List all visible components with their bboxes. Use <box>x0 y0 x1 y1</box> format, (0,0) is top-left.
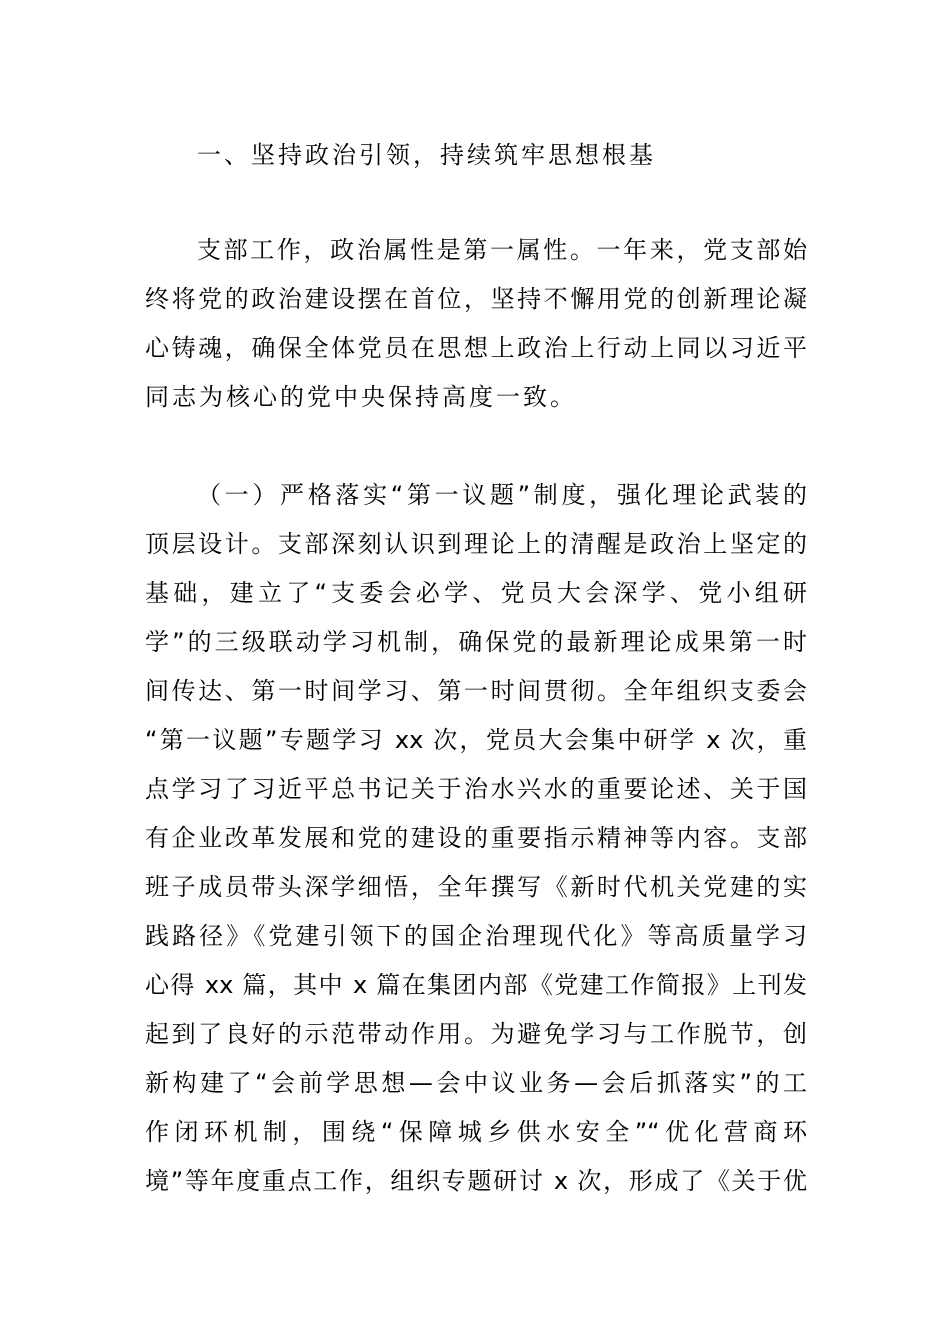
paragraph-2-line-6: “第一议题”专题学习 xx 次，党员大会集中研学 x 次，重 <box>145 726 807 754</box>
paragraph-2-line-15: 境”等年度重点工作，组织专题研讨 x 次，形成了《关于优 <box>145 1167 807 1195</box>
paragraph-1-line-2: 终将党的政治建设摆在首位，坚持不懈用党的创新理论凝 <box>145 285 807 313</box>
paragraph-2-line-1: （一）严格落实“第一议题”制度，强化理论武装的 <box>197 481 807 509</box>
paragraph-1-line-1: 支部工作，政治属性是第一属性。一年来，党支部始 <box>197 236 807 264</box>
paragraph-2-line-13: 新构建了“会前学思想—会中议业务—会后抓落实”的工 <box>145 1069 807 1097</box>
paragraph-2-line-9: 班子成员带头深学细悟，全年撰写《新时代机关党建的实 <box>145 873 807 901</box>
paragraph-2-line-5: 间传达、第一时间学习、第一时间贯彻。全年组织支委会 <box>145 677 807 705</box>
paragraph-2-line-4: 学”的三级联动学习机制，确保党的最新理论成果第一时 <box>145 628 807 656</box>
paragraph-2-line-12: 起到了良好的示范带动作用。为避免学习与工作脱节，创 <box>145 1020 807 1048</box>
paragraph-2-line-3: 基础，建立了“支委会必学、党员大会深学、党小组研 <box>145 579 807 607</box>
paragraph-1-line-3: 心铸魂，确保全体党员在思想上政治上行动上同以习近平 <box>145 334 807 362</box>
paragraph-2-line-2: 顶层设计。支部深刻认识到理论上的清醒是政治上坚定的 <box>145 530 807 558</box>
section-heading: 一、坚持政治引领，持续筑牢思想根基 <box>197 141 656 169</box>
paragraph-2-line-7: 点学习了习近平总书记关于治水兴水的重要论述、关于国 <box>145 775 807 803</box>
paragraph-2-line-8: 有企业改革发展和党的建设的重要指示精神等内容。支部 <box>145 824 807 852</box>
paragraph-2-line-10: 践路径》《党建引领下的国企治理现代化》等高质量学习 <box>145 922 807 950</box>
paragraph-1-line-4: 同志为核心的党中央保持高度一致。 <box>145 383 577 411</box>
paragraph-2-line-14: 作闭环机制，围绕“保障城乡供水安全”“优化营商环 <box>145 1118 807 1146</box>
paragraph-2-line-11: 心得 xx 篇，其中 x 篇在集团内部《党建工作简报》上刊发 <box>145 971 807 999</box>
